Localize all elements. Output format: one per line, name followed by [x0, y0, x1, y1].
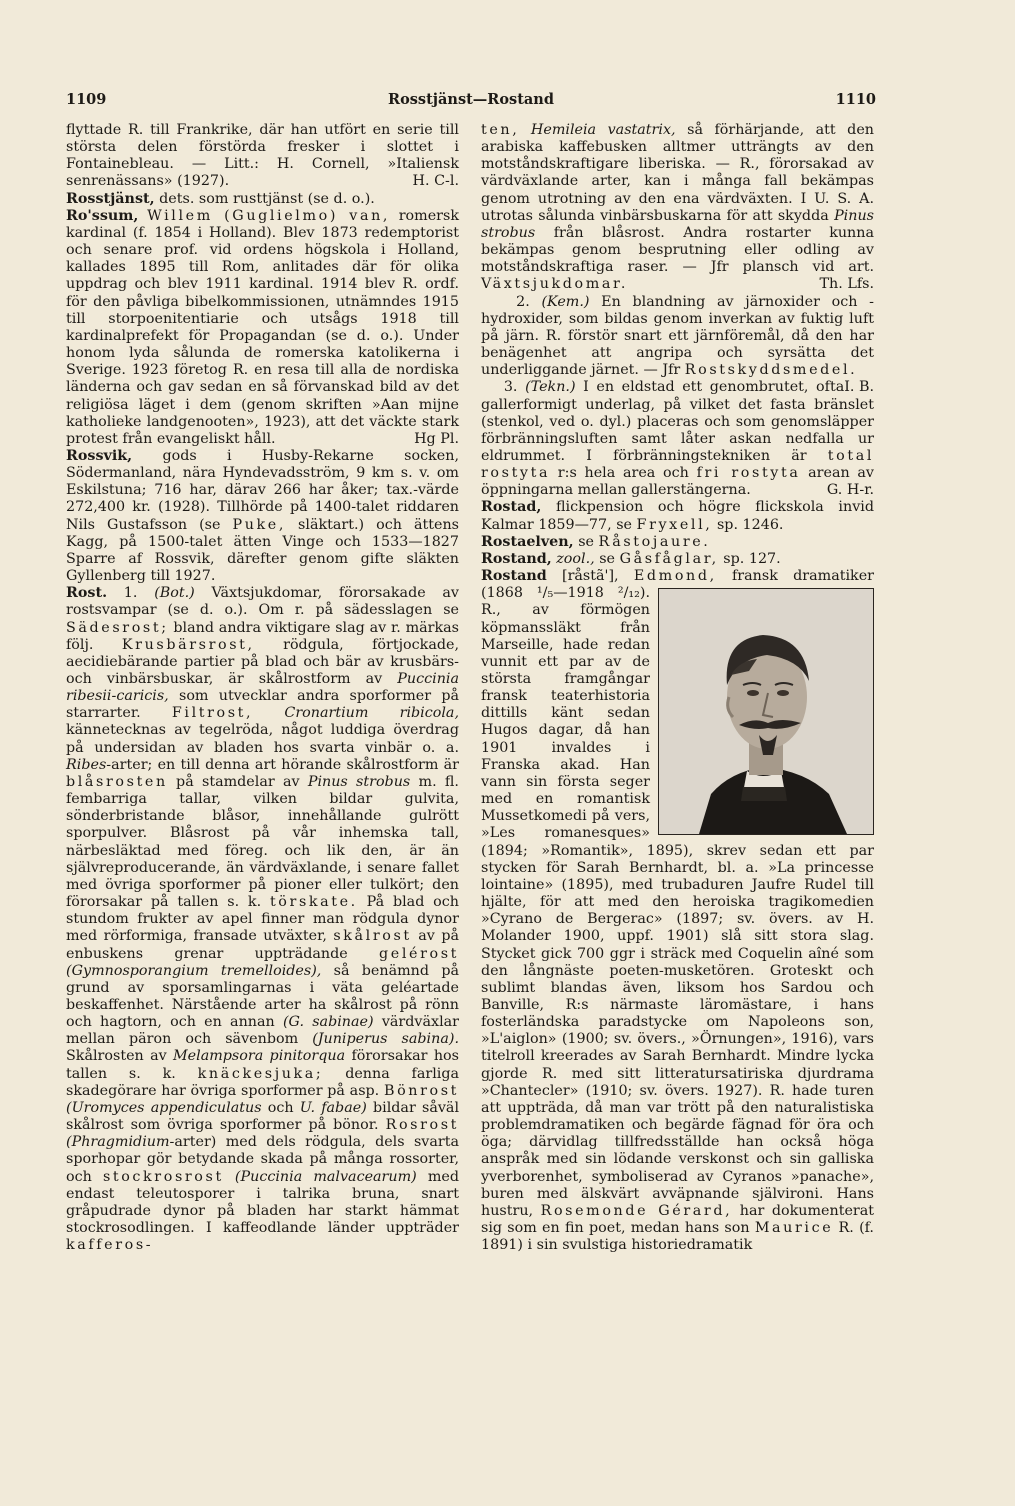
- headword: Rossvik,: [66, 447, 133, 464]
- author-signature: I. B.: [844, 379, 874, 396]
- left-column: [66, 122, 459, 1254]
- page-number-left: 1109: [66, 91, 107, 108]
- entry-rostand-edmond: Rostand [råstã'], Edmond, fransk dramatiker (1868 ¹/₅—1918 ²/₁₂). R., av förmögen köpmanssläkt från Marseille, hade redan vunnit ett par av de största framgångar fransk teaterhistoria dittills känt sedan Hugos dagar, då han 1901 invaldes i Franska akad. Han vann sin första seger med en romantisk Mussetkomedi på vers, »Les romanesques» (1894; »Romantik», 1895), skrev sedan ett par stycken för Sarah Bernhardt, bl. a. »La princesse lointaine» (1895), med trubaduren Jaufre Rudel till hjälte, för att med den heroiska tragikomedien »Cyrano de Bergerac» (1897; sv. övers. av H. Molander 1900, uppf. 1901) slå sitt stora slag. Stycket gick 700 ggr i sträck med Coquelin aîné som den långnäste poeten-musketören. Groteskt och sublimt blandas även, liksom hos Sardou och Banville, R:s närmaste läromästare, i hans fosterländska paradstycke om Napoleons son, »L'aiglon» (1900; sv. övers., »Örnungen», 1916), vars titelroll kreerades av Sarah Bernhardt. Mindre lycka gjorde R. med sitt litteratursatiriska djurdrama »Chantecler» (1910; sv. övers. 1927). R. hade turen att uppträda, då man var trött på den naturalistiska problemdramatiken och begärde fägnad för öra och öga; därvidlag tillfredsställde han också höga anspråk med sin lödande verskonst och sin galliska yverborenhet, symboliserad av Cyranos »panache», buren med älskvärt avväpnande självironi. Hans hustru, Rosemonde Gérard, har dokumenterat sig som en fin poet, medan hans son Maurice R. (f. 1891) i sin svulstiga historiedramatik: [481, 568, 875, 1254]
- author-signature: Th. Lfs.: [819, 276, 874, 293]
- author-signature: Hg Pl.: [414, 430, 459, 447]
- headword: Ro'ssum,: [66, 207, 139, 224]
- headword: Rostand: [481, 568, 547, 585]
- page-header: [66, 91, 876, 113]
- author-signature: G. H-r.: [826, 482, 874, 499]
- headword: Rost.: [66, 585, 108, 602]
- headword: Rostand,: [481, 550, 552, 567]
- entry-rosso-continued: flyttade R. till Frankrike, där han utfört en serie till största delen förstörda fresker i slottet i Fontainebleau. — Litt.: H. Cornell, »Italiensk senrenässans» (1927). H. C-l.: [66, 122, 459, 190]
- portrait-photo: [658, 588, 874, 835]
- entry-rosstjanst: Rosstjänst, dets. som rusttjänst (se d. o.).: [66, 190, 375, 207]
- headword: Rostaelven,: [481, 533, 574, 550]
- entry-rost-tekn: 3. (Tekn.) I en eldstad ett genombrutet, ofta gallerformigt underlag, på vilket det fasta bränslet (stenkol, ved o. dyl.) placeras och som genomsläpper förbränningsluften samt låter askan nedfalla ur eldrummet. I förbränningstekniken är total rostyta r:s hela area och fri rostyta arean av öppningarna mellan gallerstängerna. G. H-r.: [481, 379, 875, 499]
- portrait-illustration: [659, 589, 873, 834]
- page-number-right: 1110: [835, 91, 876, 108]
- entry-rost-continued: ten, Hemileia vastatrix, så förhärjande, att den arabiska kaffebusken alltmer utträngts av den motståndskraftigare liberiska. — R., förorsakad av värdväxlande arter, kan i många fall bekämpas genom utrotning av den ena värdväxten. I U. S. A. utrotas sålunda vinbärsbuskarna för att skydda Pinus strobus från blåsrost. Andra rostarter kunna bekämpas genom besprutning eller odling av motståndskraftiga raser. — Jfr plansch vid art. Växtsjukdomar. Th. Lfs.: [481, 122, 875, 293]
- headword: Rostad,: [481, 499, 542, 516]
- entry-rossum: Ro'ssum, Willem (Guglielmo) van, romersk kardinal (f. 1854 i Holland). Blev 1873 redemptorist och senare prof. vid ordens högskola i Holland, kallades 1895 till Rom, anlitades där för olika uppdrag och blev 1911 kardinal. 1914 blev R. ordf. för den påvliga bibelkommissionen, utnämndes 1915 till storpoenitentiarie och utsågs 1918 till kardinalprefekt för Propagandan (se d. o.). Under honom lyda sålunda de romerska katolikerna i Sverige. 1923 företog R. en resa till alla de nordiska länderna och gav sedan en så förvanskad bild av det religiösa läget i dem (genom skriften »Aan mijne katholieke landgenooten», 1923), att det väckte stark protest från evangeliskt håll. Hg Pl.: [66, 207, 459, 447]
- entry-rostaelven: Rostaelven, se Råstojaure.: [481, 533, 711, 550]
- right-column: [481, 122, 874, 1254]
- entry-rostad: Rostad, flickpension och högre flickskola invid Kalmar 1859—77, se Fryxell, sp. 1246.: [481, 499, 875, 533]
- author-signature: H. C-l.: [412, 173, 459, 190]
- entry-rostand-zool: Rostand, zool., se Gåsfåglar, sp. 127.: [481, 550, 781, 567]
- entry-rossvik: Rossvik, gods i Husby-Rekarne socken, Södermanland, nära Hyndevadsström, 9 km s. v. om Eskilstuna; 716 har, därav 266 har åker; tax.-värde 272,400 kr. (1928). Tillhörde på 1400-talet riddaren Nils Gustafsson (se Puke, släktart.) och ättens Kagg, på 1500-talet ätten Vinge och 1533—1827 Sparre af Rossvik, därefter genom gifte släkten Gyllenberg till 1927.: [66, 447, 460, 585]
- headword: Rosstjänst,: [66, 190, 155, 207]
- running-title: Rosstjänst—Rostand: [388, 91, 554, 108]
- entry-rost: Rost. 1. (Bot.) Växtsjukdomar, förorsakade av rostsvampar (se d. o.). Om r. på sädesslagen se Sädesrost; bland andra viktigare slag av r. märkas följ. Krusbärsrost, rödgula, förtjockade, aecidiebärande partier på blad och bär av krusbärs- och vinbärsbuskar, är skålrostform av Puccinia ribesii-caricis, som utvecklar andra sporformer på starrarter. Filtrost, Cronartium ribicola, kännetecknas av tegelröda, något luddiga överdrag på undersidan av bladen hos svarta vinbär o. a. Ribes-arter; en till denna art hörande skålrostform är blåsrosten på stamdelar av Pinus strobus m. fl. fembarriga tallar, vilken bildar gulvita, sönderbristande blåsor, innehållande gulrött sporpulver. Blåsrost på vår inhemska tall, närbesläktad med föreg. och lik den, är än självreproducerande, än värdväxlande, i senare fallet med övriga sporformer på pioner eller tulkört; den förorsakar på tallen s. k. törskate. På blad och stundom frukter av apel finner man rödgula dynor med rörformiga, fransade utväxter, skålrost av på enbuskens grenar uppträdande gelérost (Gymnosporangium tremelloides), så benämnd på grund av sporsamlingarnas i väta geléartade beskaffenhet. Närstående arter ha skålrost på rönn och hagtorn, och en annan (G. sabinae) värdväxlar mellan päron och sävenbom (Juniperus sabina). Skålrosten av Melampsora pinitorqua förorsakar hos tallen s. k. knäckesjuka; denna farliga skadegörare har övriga sporformer på asp. Bönrost (Uromyces appendiculatus och U. fabae) bildar såväl skålrost som övriga sporformer på bönor. Rosrost (Phragmidium-arter) med dels rödgula, dels svarta sporhopar gör betydande skada på många rossorter, och stockrosrost (Puccinia malvacearum) med endast teleutosporer i talrika bruna, snart gråpudrade dynor på bladen har starkt hämmat stockrosodlingen. I kaffeodlande länder uppträder kafferos-: [66, 585, 460, 1254]
- entry-rost-kem: 2. (Kem.) En blandning av järnoxider och -hydroxider, som bildas genom inverkan av fuktig luft på järn. R. förstör snart ett järnföremål, då den har benägenhet att angripa och syrsätta det underliggande järnet. — Jfr Rostskyddsmedel. I. B.: [481, 293, 874, 396]
